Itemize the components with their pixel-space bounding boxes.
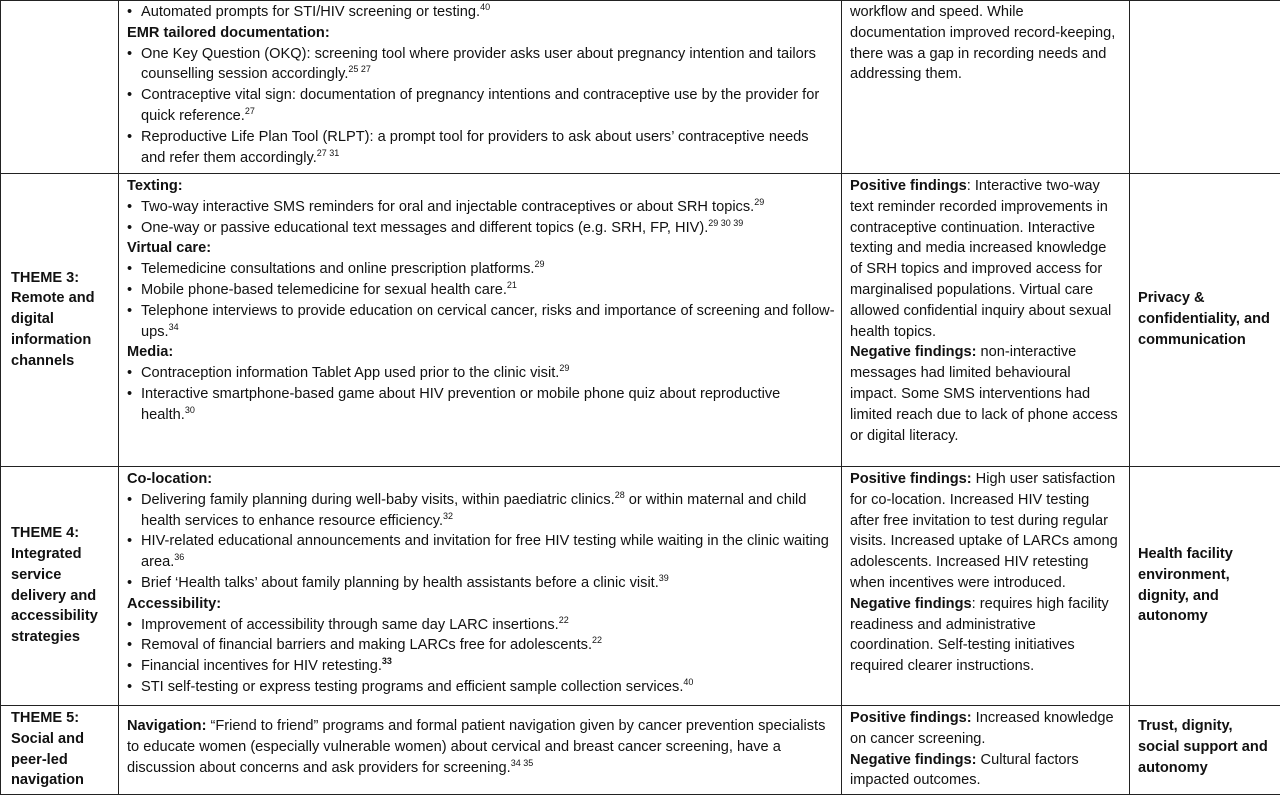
strategies-cell	[119, 1, 842, 174]
list-item: • Contraceptive vital sign: documentation of pregnancy intentions and contraceptive use by the provider for quick reference.$^{27}$	[127, 85, 835, 127]
list-item: • Improvement of accessibility through same day LARC insertions.$^{22}$	[127, 615, 835, 636]
list-item: • Mobile phone-based telemedicine for sexual health care.$^{21}$	[127, 280, 835, 301]
positive-findings: Positive findings: High user satisfaction for co-location. Increased HIV testing after free invitation to test during regular visits. Increased uptake of LARCs among adolescents. Increased HIV retesting when incentives were introduced.	[850, 469, 1121, 594]
barrier-cell	[1130, 1, 1280, 174]
findings-cell	[842, 467, 1130, 706]
list-item: • Brief ‘Health talks’ about family planning by health assistants before a clinic visit.$^{39}$	[127, 573, 835, 594]
group-heading: Co-location:	[127, 469, 835, 490]
findings-text: workflow and speed. While documentation improved record-keeping, there was a gap in recording needs and addressing them.	[850, 4, 1115, 82]
group-heading: Virtual care:	[127, 238, 835, 259]
navigation-paragraph: Navigation: “Friend to friend” programs and formal patient navigation given by cancer prevention specialists to educate women (especially vulnerable women) about cervical and breast cancer screening, have a discussion about concerns and ask providers for screening.$^{34 35}$	[127, 716, 835, 778]
list-item: • Delivering family planning during well-baby visits, within paediatric clinics.$^{28}$ or within maternal and child health services to enhance resource efficiency.$^{32}$	[127, 490, 835, 532]
list-item: • Interactive smartphone-based game about HIV prevention or mobile phone quiz about reproductive health.$^{30}$	[127, 384, 835, 426]
theme-cell: THEME 3: Remote and digital information channels	[1, 174, 119, 467]
list-item: • Contraception information Tablet App used prior to the clinic visit.$^{29}$	[127, 363, 835, 384]
negative-findings: Negative findings: Cultural factors impacted outcomes.	[850, 750, 1121, 792]
table-row	[1, 467, 1280, 706]
group-heading: Media:	[127, 342, 835, 363]
list-item: • Reproductive Life Plan Tool (RLPT): a prompt tool for providers to ask about users’ contraceptive needs and refer them accordingly.$^{27 31}$	[127, 127, 835, 169]
findings-cell	[842, 174, 1130, 467]
table-row	[1, 706, 1280, 795]
list-item: • Automated prompts for STI/HIV screening or testing.$^{40}$	[127, 2, 835, 23]
findings-cell	[842, 1, 1130, 174]
list-item: • HIV-related educational announcements and invitation for free HIV testing while waiting in the clinic waiting area.$^{36}$	[127, 531, 835, 573]
positive-findings: Positive findings: Interactive two-way text reminder recorded improvements in contraceptive continuation. Interactive texting and media increased knowledge of SRH topics and improved access for marginalised populations. Virtual care allowed confidential inquiry about sexual health topics.	[850, 176, 1121, 342]
list-item: • One-way or passive educational text messages and different topics (e.g. SRH, FP, HIV).$^{29 30 39}$	[127, 218, 835, 239]
barrier-cell: Trust, dignity, social support and autonomy	[1130, 706, 1280, 795]
table-row	[1, 1, 1280, 174]
theme-cell: THEME 5: Social and peer-led navigation	[1, 706, 119, 795]
list-item: • Telemedicine consultations and online prescription platforms.$^{29}$	[127, 259, 835, 280]
theme-cell: THEME 4: Integrated service delivery and accessibility strategies	[1, 467, 119, 706]
negative-findings: Negative findings: requires high facility readiness and administrative coordination. Self-testing initiatives required clearer instructions.	[850, 594, 1121, 677]
group-heading: EMR tailored documentation:	[127, 23, 835, 44]
theme-cell	[1, 1, 119, 174]
barrier-cell: Privacy & confidentiality, and communication	[1130, 174, 1280, 467]
list-item: • Removal of financial barriers and making LARCs free for adolescents.$^{22}$	[127, 635, 835, 656]
list-item: • One Key Question (OKQ): screening tool where provider asks user about pregnancy intention and tailors counselling session accordingly.$^{25 27}$	[127, 44, 835, 86]
group-heading: Texting:	[127, 176, 835, 197]
negative-findings: Negative findings: non-interactive messages had limited behavioural impact. Some SMS interventions had limited reach due to lack of phone access or digital literacy.	[850, 342, 1121, 446]
list-item: • Financial incentives for HIV retesting.$^{33}$	[127, 656, 835, 677]
barrier-cell: Health facility environment, dignity, and autonomy	[1130, 467, 1280, 706]
table-row	[1, 174, 1280, 467]
findings-cell	[842, 706, 1130, 795]
group-heading: Accessibility:	[127, 594, 835, 615]
list-item: • STI self-testing or express testing programs and efficient sample collection services.$^{40}$	[127, 677, 835, 698]
list-item: • Telephone interviews to provide education on cervical cancer, risks and importance of screening and follow-ups.$^{34}$	[127, 301, 835, 343]
list-item: • Two-way interactive SMS reminders for oral and injectable contraceptives or about SRH topics.$^{29}$	[127, 197, 835, 218]
positive-findings: Positive findings: Increased knowledge on cancer screening.	[850, 708, 1121, 750]
strategies-cell	[119, 174, 842, 467]
strategies-cell	[119, 467, 842, 706]
strategies-cell	[119, 706, 842, 795]
